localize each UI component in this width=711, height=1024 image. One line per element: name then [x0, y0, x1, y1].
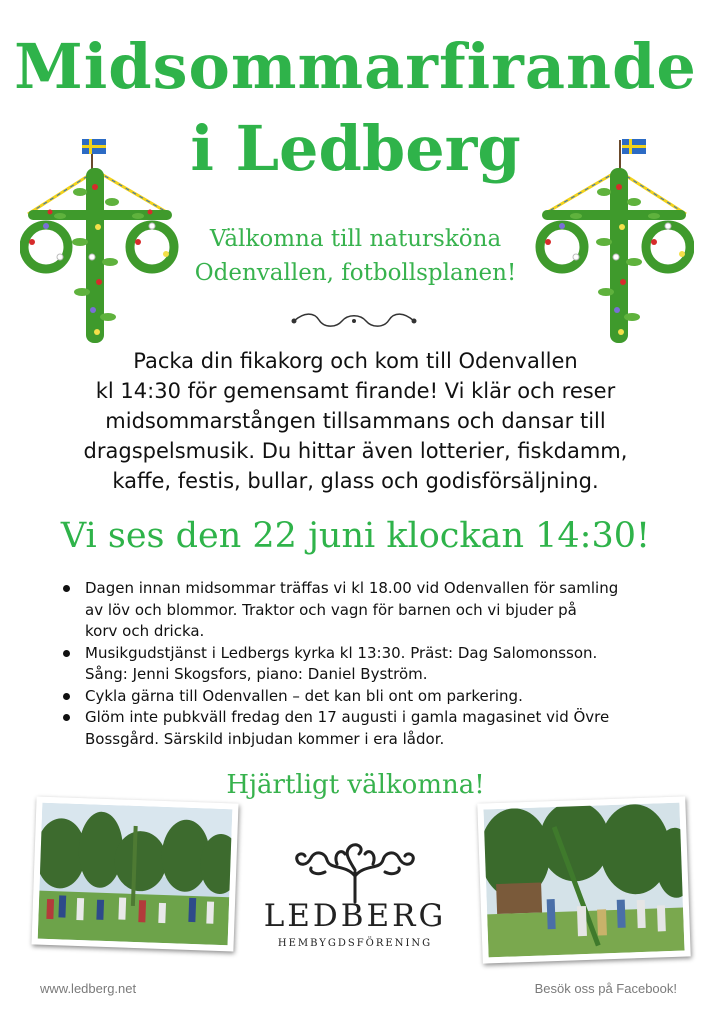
logo-wordmark: LEDBERG — [263, 898, 447, 934]
maypole-left-illustration — [20, 132, 180, 347]
list-item — [60, 643, 670, 686]
list-item — [60, 686, 670, 708]
intro-line: Packa din fikakorg och kom till Odenvallen — [133, 349, 578, 373]
logo-subtitle: HEMBYGDSFÖRENING — [277, 938, 433, 949]
photo-image — [483, 803, 684, 958]
bullet-icon — [63, 714, 70, 721]
title-line-1: Midsommarfirande — [14, 30, 697, 103]
intro-line: kl 14:30 för gemensamt firande! Vi klär och reser — [95, 379, 616, 403]
title-line-2: i Ledberg — [190, 112, 521, 185]
intro-line: midsommarstången tillsammans och dansar till — [105, 409, 606, 433]
list-item-line: Dagen innan midsommar träffas vi kl 18.00 vid Odenvallen för samling — [85, 579, 619, 597]
ornament-divider — [284, 310, 424, 332]
ledberg-tree-logo-icon — [285, 842, 425, 904]
facebook-link[interactable]: Besök oss på Facebook! — [534, 981, 677, 996]
photo-image — [38, 803, 233, 946]
bullet-icon — [63, 693, 70, 700]
subtitle-line-2: Odenvallen, fotbollsplanen! — [194, 260, 517, 286]
subtitle-line-1: Välkomna till natursköna — [209, 226, 502, 252]
photo-raising-maypole — [477, 796, 690, 963]
list-item-line: av löv och blommor. Traktor och vagn för barnen och vi bjuder på — [85, 600, 577, 619]
intro-line: dragspelsmusik. Du hittar även lotterier, fiskdamm, — [83, 439, 628, 463]
bullet-icon — [63, 585, 70, 592]
list-item — [60, 707, 670, 750]
welcome-heading: Hjärtligt välkomna! — [226, 770, 485, 800]
list-item-line: Glöm inte pubkväll fredag den 17 augusti i gamla magasinet vid Övre — [85, 708, 610, 726]
photo-dancing-around-maypole — [31, 797, 238, 952]
list-item-line: korv och dricka. — [85, 622, 205, 640]
website-link[interactable]: www.ledberg.net — [40, 981, 137, 996]
maypole-right-illustration — [534, 132, 694, 347]
date-heading: Vi ses den 22 juni klockan 14:30! — [60, 516, 651, 556]
intro-paragraph — [60, 346, 651, 496]
list-item-line: Musikgudstjänst i Ledbergs kyrka kl 13:30. Präst: Dag Salomonsson. — [85, 643, 598, 662]
info-bullet-list — [60, 578, 670, 750]
intro-line: kaffe, festis, bullar, glass och godisförsäljning. — [112, 469, 599, 493]
list-item-line: Cykla gärna till Odenvallen – det kan bli ont om parkering. — [85, 686, 523, 705]
list-item-line: Sång: Jenni Skogsfors, piano: Daniel Byström. — [85, 665, 428, 683]
bullet-icon — [63, 650, 70, 657]
list-item-line: Bossgård. Särskild inbjudan kommer i era lådor. — [85, 729, 445, 748]
list-item — [60, 578, 670, 643]
